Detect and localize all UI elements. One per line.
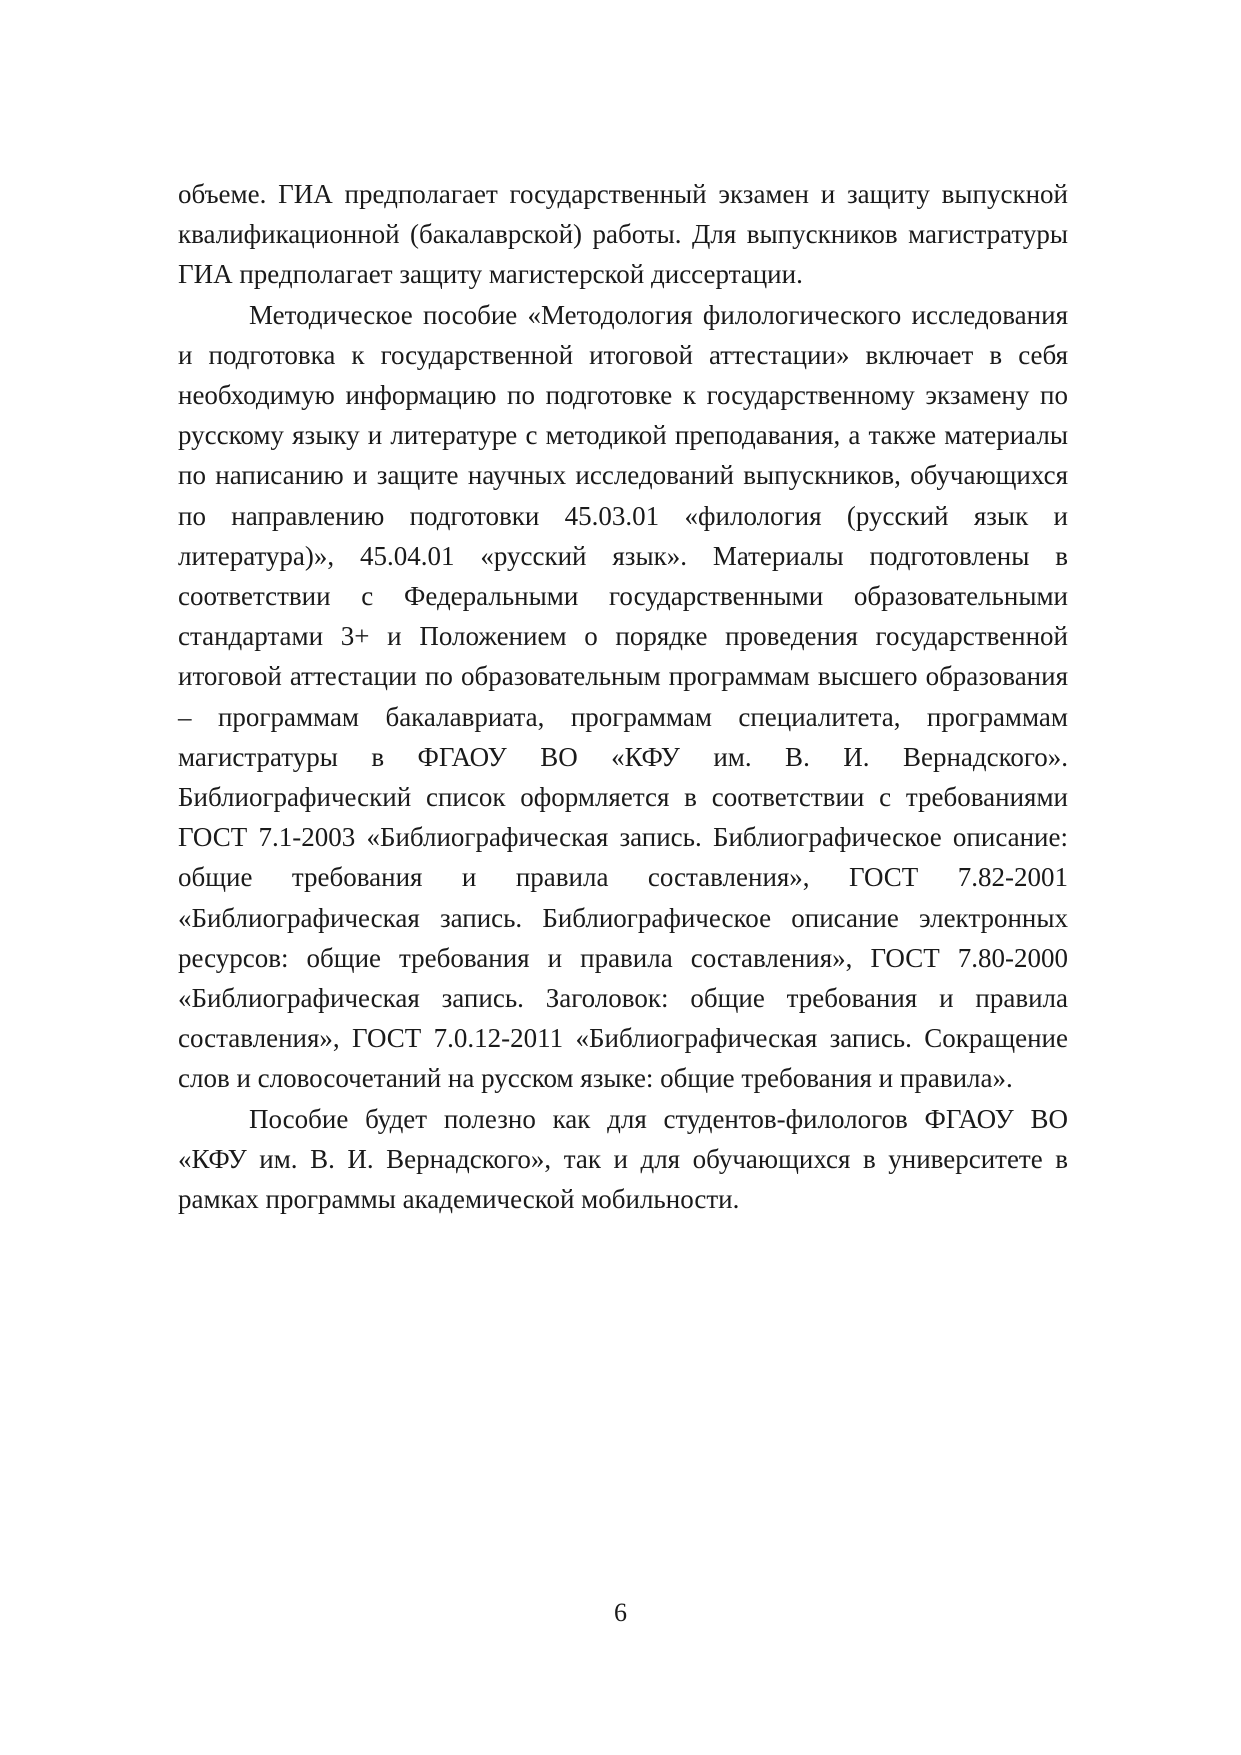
paragraph-continuation: объеме. ГИА предполагает государственный экзамен и защиту выпускной квалификационной (бакалаврской) работы. Для выпускников магистратуры ГИА предполагает защиту магистерской диссертации. <box>178 179 1068 290</box>
paragraph-manual-description: Методическое пособие «Методология филологического исследования и подготовка к государственной итоговой аттестации» включает в себя необходимую информацию по подготовке к государственному экзамену по русскому языку и литературе с методикой преподавания, а также материалы по написанию и защите научных исследований выпускников, обучающихся по направлению подготовки 45.03.01 «филология (русский язык и литература)», 45.04.01 «русский язык». Материалы подготовлены в соответствии с Федеральными государственными образовательными стандартами 3+ и Положением о порядке проведения государственной итоговой аттестации по образовательным программам высшего образования – программам бакалавриата, программам специалитета, программам магистратуры в ФГАОУ ВО «КФУ им. В. И. Вернадского». Библиографический список оформляется в соответствии с требованиями ГОСТ 7.1-2003 «Библиографическая запись. Библиографическое описание: общие требования и правила составления», ГОСТ 7.82-2001 «Библиографическая запись. Библиографическое описание электронных ресурсов: общие требования и правила составления», ГОСТ 7.80-2000 «Библиографическая запись. Заголовок: общие требования и правила составления», ГОСТ 7.0.12-2011 «Библиографическая запись. Сокращение слов и словосочетаний на русском языке: общие требования и правила». <box>178 299 1068 1094</box>
body-text <box>178 174 1068 1219</box>
page-number: 6 <box>614 1598 627 1627</box>
paragraph-audience: Пособие будет полезно как для студентов-филологов ФГАОУ ВО «КФУ им. В. И. Вернадского», так и для обучающихся в университете в рамках программы академической мобильности. <box>178 1103 1068 1215</box>
